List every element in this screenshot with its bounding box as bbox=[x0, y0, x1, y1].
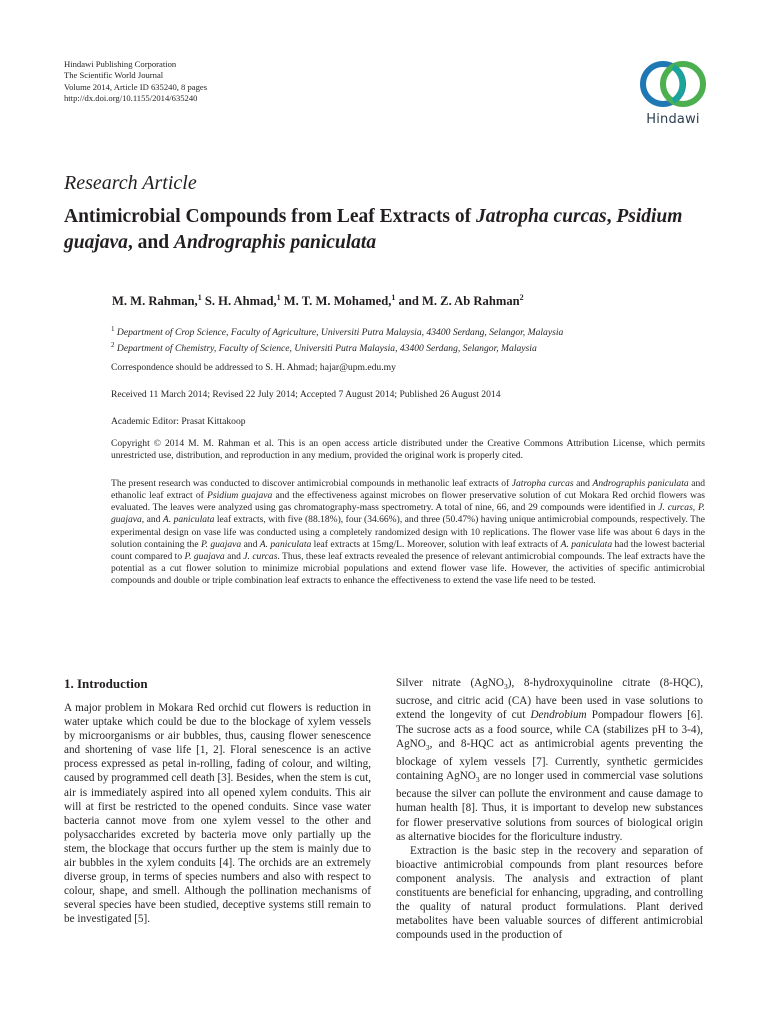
species-name: A. paniculata bbox=[560, 538, 613, 550]
title-text: , bbox=[606, 206, 617, 227]
abstract-text: , bbox=[692, 502, 698, 514]
subscript: 3 bbox=[425, 742, 430, 752]
species-name: Jatropha curcas bbox=[511, 478, 574, 489]
intro-paragraph: Extraction is the basic step in the recovery and separation of bioactive antimicrobial compounds from plant resources before component analysis. The analysis and extraction of plant constituents are beneficial for enhancing, upgrading, and controlling the quality of natural product formulations. Plant derived metabolites have been valuable sources of different antimicrobial compounds used in the production of bbox=[396, 844, 703, 942]
hindawi-rings-icon bbox=[636, 58, 710, 110]
author-name[interactable]: S. H. Ahmad, bbox=[204, 294, 277, 309]
subscript: 3 bbox=[475, 775, 480, 785]
species-name: P. guajava bbox=[111, 502, 705, 526]
title-text: , and bbox=[127, 232, 174, 253]
author-affiliation-mark: 1 bbox=[197, 293, 202, 302]
affiliation-mark: 1 bbox=[111, 325, 115, 333]
author-name[interactable]: and M. Z. Ab Rahman bbox=[398, 294, 520, 309]
author-affiliation-mark: 1 bbox=[276, 293, 281, 302]
affiliation-1 bbox=[111, 323, 711, 339]
hindawi-logo-text: Hindawi bbox=[646, 112, 700, 127]
intro-paragraph: A major problem in Mokara Red orchid cut flowers is reduction in water uptake which could be due to the blockage of xylem vessels by microorganisms or air bubbles, thus, causing flower senescence and shortening of vase life [1, 2]. Floral senescence is an active process expressed as petal in-rolling, fading of colour, and wilting, caused by programmed cell death [3]. Besides, when the stem is cut, air is immediately aspired into all opened xylem conduits. This air will at first be restricted to the opened conduits. Since vase water bacteria cannot move from one xylem vessel to the other and polysaccharides excreted by bacteria move only partially up the stem, the blockage that occurs further up the stem is mainly due to air bubbles in the xylem conduits [4]. The orchids are an extremely diverse group, in terms of species numbers and also with respect to colour, shape, and smell. Although the pollination mechanisms of several species have been studied, deceptive systems still remain to be investigated [5]. bbox=[64, 702, 371, 926]
affiliations bbox=[111, 323, 711, 355]
abstract-text: . Thus, these leaf extracts revealed the presence of relevant antimicrobial compounds. The leaf extracts have the potential as a cut flower solution to minimize microbial populations and extend flower vase life. However, the activities of specific antimicrobial compounds and double or triple combination leaf extracts to enhance the effectiveness to extend the vase life need to be tested. bbox=[111, 550, 706, 587]
species-name: Andrographis paniculata bbox=[592, 478, 689, 489]
abstract-text: and ethanolic leaf extract of bbox=[111, 478, 705, 502]
affiliation-text: Department of Crop Science, Faculty of Agriculture, Universiti Putra Malaysia, 43400 Serdang, Selangor, Malaysia bbox=[116, 327, 564, 339]
academic-editor: Academic Editor: Prasat Kittakoop bbox=[111, 416, 246, 427]
species-name: A. paniculata bbox=[162, 514, 215, 526]
species-name: J. curcas bbox=[243, 550, 278, 562]
publisher-name: Hindawi Publishing Corporation bbox=[64, 59, 177, 69]
author-affiliation-mark: 2 bbox=[519, 293, 524, 302]
page-title bbox=[64, 204, 704, 256]
affiliation-mark: 2 bbox=[111, 341, 115, 350]
abstract bbox=[111, 478, 705, 587]
title-species-3: Andrographis paniculata bbox=[174, 232, 377, 253]
body-text: are no longer used in commercial vase solutions because the silver can pollute the environment and cause damage to human health [8]. Thus, it is important to develop new substances for flower preservative solutions from sources of biological origin as alternative biocides for the floriculture industry. bbox=[396, 770, 703, 843]
intro-paragraph bbox=[396, 676, 703, 844]
species-name: Psidium guajava bbox=[207, 490, 273, 502]
affiliation-2 bbox=[111, 339, 711, 355]
title-species-1: Jatropha curcas bbox=[476, 206, 607, 227]
species-name: P. guajava bbox=[184, 550, 225, 562]
journal-info bbox=[64, 59, 207, 105]
species-name: J. curcas bbox=[658, 502, 693, 514]
abstract-text: and bbox=[241, 538, 260, 550]
species-name: P. guajava bbox=[200, 538, 242, 550]
volume-info: Volume 2014, Article ID 635240, 8 pages bbox=[64, 81, 208, 92]
hindawi-logo bbox=[632, 58, 714, 127]
abstract-text: and the effectiveness against microbes on flower preservative solution of cut Mokara Red orchid flowers was evaluated. The leaves were analyzed using gas chromatography-mass spectrometry. A total of nine, 66, and 29 compounds were identified in bbox=[111, 490, 705, 514]
subscript: 3 bbox=[504, 682, 508, 692]
species-name: Dendrobium bbox=[530, 709, 587, 722]
intro-right-column bbox=[396, 676, 703, 942]
abstract-text: , and bbox=[141, 514, 163, 526]
copyright-notice: Copyright © 2014 M. M. Rahman et al. This is an open access article distributed under the Creative Commons Attribution License, which permits unrestricted use, distribution, and reproduction in any medium, provided the original work is properly cited. bbox=[111, 438, 705, 462]
article-type: Research Article bbox=[64, 172, 197, 194]
abstract-text: leaf extracts, with five (88.18%), four (34.66%), and three (50.47%) having unique antimicrobial compounds, respectively. The experimental design on vase life was conducted using a completely randomized design with 10 replications. The flower vase life was about 6 days in the solution containing the bbox=[111, 514, 705, 550]
section-heading-introduction: 1. Introduction bbox=[64, 676, 148, 691]
body-text: ), 8-hydroxyquinoline citrate (8-HQC), sucrose, and citric acid (CA) have been used in vase solutions to extend the longevity of cut bbox=[396, 677, 703, 722]
correspondence: Correspondence should be addressed to S. H. Ahmad; hajar@upm.edu.my bbox=[111, 362, 396, 373]
abstract-text: had the lowest bacterial count compared to bbox=[111, 538, 705, 562]
author-affiliation-mark: 1 bbox=[391, 293, 396, 302]
body-text: Silver nitrate (AgNO bbox=[396, 677, 504, 689]
abstract-text: and bbox=[573, 478, 593, 489]
article-dates: Received 11 March 2014; Revised 22 July 2014; Accepted 7 August 2014; Published 26 August 2014 bbox=[111, 389, 501, 400]
doi-link[interactable]: http://dx.doi.org/10.1155/2014/635240 bbox=[64, 93, 198, 104]
species-name: A. paniculata bbox=[259, 538, 312, 550]
author-name[interactable]: M. M. Rahman, bbox=[112, 294, 198, 309]
title-species-2: Psidium guajava bbox=[64, 206, 683, 253]
journal-name: The Scientific World Journal bbox=[64, 70, 164, 81]
body-text: Pompadour flowers [6]. The sucrose acts as a food source, while CA (stabilizes pH to 3-4), AgNO bbox=[396, 709, 703, 750]
author-name[interactable]: M. T. M. Mohamed, bbox=[283, 294, 392, 309]
abstract-text: The present research was conducted to discover antimicrobial compounds in methanolic leaf extracts of bbox=[111, 478, 512, 489]
abstract-text: leaf extracts at 15mg/L. Moreover, solution with leaf extracts of bbox=[311, 538, 561, 550]
title-text: Antimicrobial Compounds from Leaf Extracts of bbox=[64, 206, 477, 227]
body-text: , and 8-HQC act as antimicrobial agents preventing the blockage of xylem vessels [7]. Currently, synthetic germicides containing AgNO bbox=[396, 737, 703, 783]
abstract-text: and bbox=[224, 550, 244, 562]
affiliation-text: Department of Chemistry, Faculty of Science, Universiti Putra Malaysia, 43400 Serdang, Selangor, Malaysia bbox=[116, 343, 537, 355]
author-list bbox=[112, 293, 712, 309]
intro-left-column bbox=[64, 701, 371, 927]
